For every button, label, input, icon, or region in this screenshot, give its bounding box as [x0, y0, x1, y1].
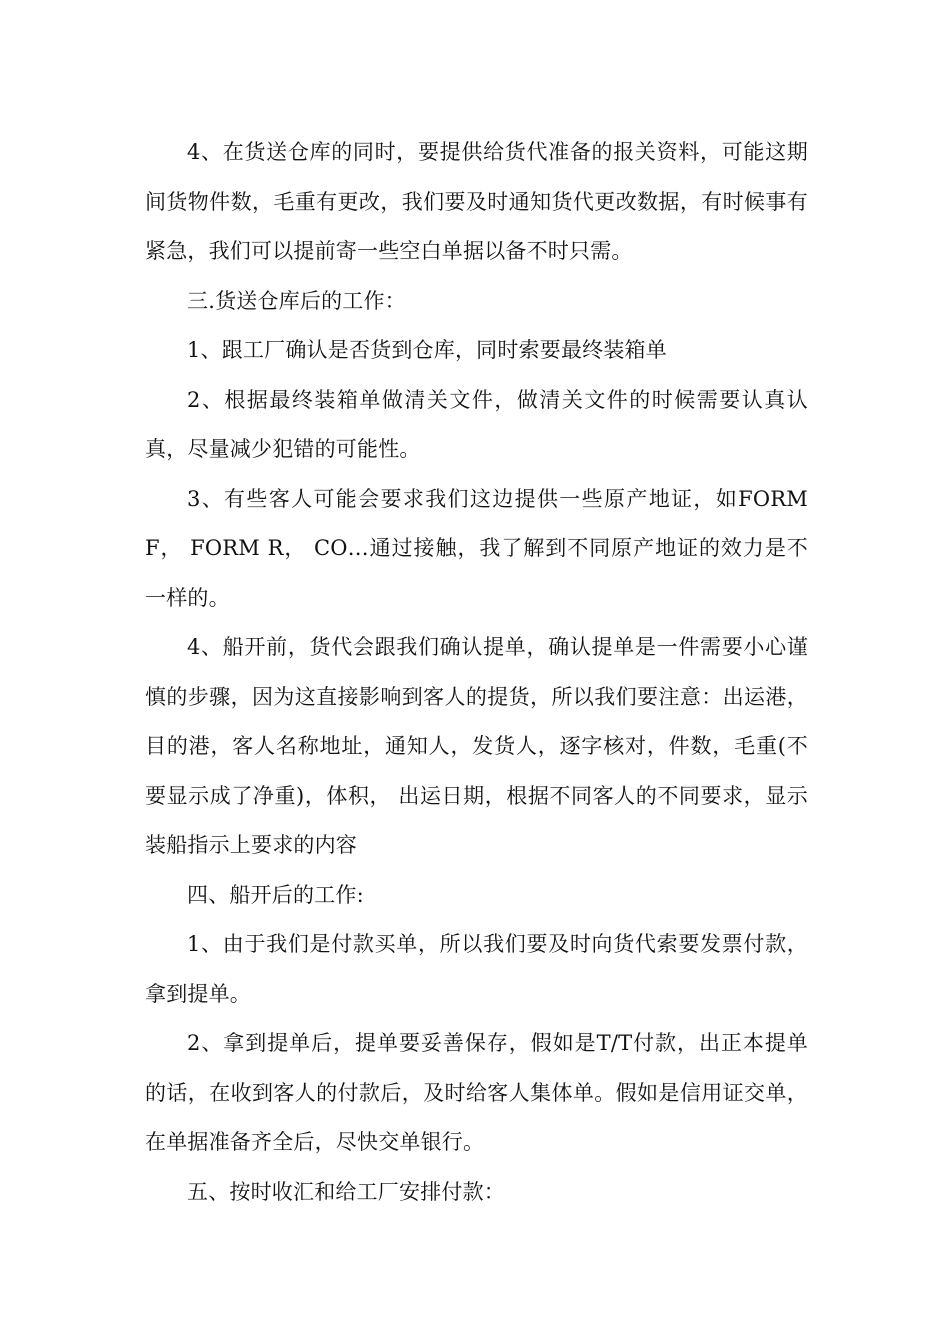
paragraph-bill-storage: 2、拿到提单后，提单要妥善保存，假如是T/T付款，出正本提单的话，在收到客人的付款后，及时给客人集体单。假如是信用证交单，在单据准备齐全后，尽快交单银行。 [145, 1031, 808, 1154]
paragraph-freight-payment: 1、由于我们是付款买单，所以我们要及时向货代索要发票付款，拿到提单。 [145, 932, 808, 1006]
paragraph-clearance-documents: 2、根据最终装箱单做清关文件，做清关文件的时候需要认真认真，尽量减少犯错的可能性。 [145, 387, 808, 461]
heading-after-warehouse: 三.货送仓库后的工作： [187, 288, 406, 313]
paragraph-origin-certificates: 3、有些客人可能会要求我们这边提供一些原产地证，如FORM F， FORM R， CO…通过接触，我了解到不同原产地证的效力是不一样的。 [145, 486, 808, 610]
paragraph-bill-of-lading-check: 4、船开前，货代会跟我们确认提单，确认提单是一件需要小心谨慎的步骤，因为这直接影响到客人的提货，所以我们要注意：出运港，目的港，客人名称地址，通知人，发货人，逐字核对，件数，毛重(不要显示成了净重)，体积， 出运日期，根据不同客人的不同要求，显示装船指示上要求的内容 [145, 635, 808, 857]
document-body [145, 128, 808, 1217]
paragraph-customs-materials: 4、在货送仓库的同时，要提供给货代准备的报关资料，可能这期间货物件数，毛重有更改，我们要及时通知货代更改数据，有时候事有紧急，我们可以提前寄一些空白单据以备不时只需。 [145, 140, 808, 263]
paragraph-confirm-arrival: 1、跟工厂确认是否货到仓库，同时索要最终装箱单 [187, 338, 667, 362]
heading-after-sailing: 四、船开后的工作: [187, 882, 364, 907]
heading-collection-payment: 五、按时收汇和给工厂安排付款： [187, 1179, 505, 1204]
